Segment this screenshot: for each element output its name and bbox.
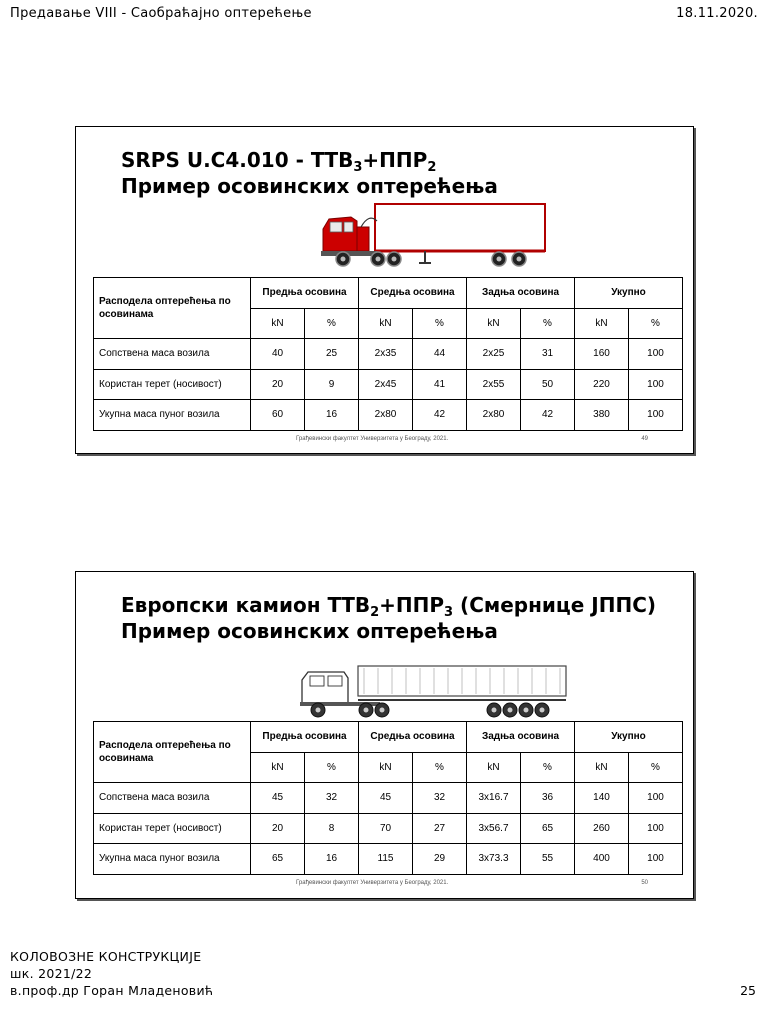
table-header-row [94, 278, 683, 309]
table-cell: 40 [251, 339, 305, 370]
table-cell: 44 [413, 339, 467, 370]
header-middle-axle: Средња осовина [359, 722, 467, 753]
table-cell: 400 [575, 844, 629, 875]
unit-cell: % [629, 752, 683, 783]
unit-cell: % [521, 308, 575, 339]
row-label: Укупна маса пуног возила [94, 844, 251, 875]
table-cell: 8 [305, 813, 359, 844]
table-cell: 100 [629, 400, 683, 431]
table-cell: 42 [413, 400, 467, 431]
table-cell: 50 [521, 369, 575, 400]
table-cell: 2x25 [467, 339, 521, 370]
axle-load-table [93, 277, 683, 431]
unit-cell: kN [359, 308, 413, 339]
table-cell: 160 [575, 339, 629, 370]
school-year: шк. 2021/22 [10, 966, 93, 981]
table-cell: 3x73.3 [467, 844, 521, 875]
table-cell: 2x80 [467, 400, 521, 431]
table-cell: 115 [359, 844, 413, 875]
row-label: Користан терет (носивост) [94, 369, 251, 400]
table-cell: 2x35 [359, 339, 413, 370]
table-cell: 32 [305, 783, 359, 814]
table-cell: 65 [251, 844, 305, 875]
table-cell: 27 [413, 813, 467, 844]
unit-cell: % [521, 752, 575, 783]
unit-cell: kN [467, 308, 521, 339]
table-cell: 20 [251, 813, 305, 844]
table-cell: 2x55 [467, 369, 521, 400]
table-cell: 100 [629, 339, 683, 370]
table-row [94, 400, 683, 431]
semi-truck-line-drawing-icon [298, 664, 568, 720]
table-cell: 70 [359, 813, 413, 844]
unit-cell: % [413, 752, 467, 783]
unit-cell: kN [251, 308, 305, 339]
table-cell: 45 [359, 783, 413, 814]
slide-footer: Грађевински факултет Универзитета у Београду, 2021. [296, 880, 449, 886]
table-cell: 31 [521, 339, 575, 370]
lecture-title: Предавање VIII - Саобраћајно оптерећење [10, 6, 312, 21]
table-cell: 3x16.7 [467, 783, 521, 814]
slide-title-line-2: Пример осовинских оптерећења [121, 174, 498, 198]
table-cell: 100 [629, 783, 683, 814]
table-row [94, 813, 683, 844]
table-cell: 3x56.7 [467, 813, 521, 844]
slide-title-line-1: SRPS $U.C4.010 - ТТВ_3+ППР_2$ [121, 148, 437, 175]
table-cell: 2x45 [359, 369, 413, 400]
slide-49 [75, 126, 694, 454]
table-cell: 60 [251, 400, 305, 431]
table-cell: 20 [251, 369, 305, 400]
table-corner-header: Расподела оптерећења по осовинама [94, 278, 251, 339]
unit-cell: kN [575, 308, 629, 339]
table-cell: 100 [629, 813, 683, 844]
red-semi-truck-icon [321, 201, 546, 273]
table-cell: 65 [521, 813, 575, 844]
row-label: Сопствена маса возила [94, 783, 251, 814]
table-cell: 260 [575, 813, 629, 844]
table-cell: 36 [521, 783, 575, 814]
unit-cell: kN [467, 752, 521, 783]
header-front-axle: Предња осовина [251, 722, 359, 753]
table-cell: 32 [413, 783, 467, 814]
table-corner-header: Расподела оптерећења по осовинама [94, 722, 251, 783]
course-name: КОЛОВОЗНЕ КОНСТРУКЦИЈЕ [10, 949, 202, 964]
header-total: Укупно [575, 278, 683, 309]
slide-number: 50 [641, 880, 648, 886]
table-row [94, 783, 683, 814]
table-cell: 42 [521, 400, 575, 431]
table-cell: 140 [575, 783, 629, 814]
slide-title [121, 592, 656, 644]
table-cell: 100 [629, 844, 683, 875]
lecturer-name: в.проф.др Горан Младеновић [10, 983, 214, 998]
table-cell: 45 [251, 783, 305, 814]
row-label: Укупна маса пуног возила [94, 400, 251, 431]
lecture-date: 18.11.2020. [676, 6, 758, 21]
course-info [10, 948, 213, 999]
row-label: Користан терет (носивост) [94, 813, 251, 844]
table-cell: 41 [413, 369, 467, 400]
table-cell: 16 [305, 844, 359, 875]
page-number: 25 [740, 983, 756, 998]
unit-cell: % [305, 752, 359, 783]
header-rear-axle: Задња осовина [467, 278, 575, 309]
slide-title-line-1: Европски камион $ТТВ_2+ППР_3$ (Смернице ЈППС) [121, 593, 657, 620]
unit-cell: % [629, 308, 683, 339]
table-cell: 380 [575, 400, 629, 431]
table-header-row [94, 722, 683, 753]
table-cell: 100 [629, 369, 683, 400]
unit-cell: kN [251, 752, 305, 783]
unit-cell: % [413, 308, 467, 339]
table-cell: 9 [305, 369, 359, 400]
slide-title [121, 147, 498, 199]
slide-title-line-2: Пример осовинских оптерећења [121, 619, 498, 643]
table-cell: 220 [575, 369, 629, 400]
slide-footer: Грађевински факултет Универзитета у Београду, 2021. [296, 436, 449, 442]
unit-cell: % [305, 308, 359, 339]
table-cell: 2x80 [359, 400, 413, 431]
table-row [94, 844, 683, 875]
axle-load-table [93, 721, 683, 875]
unit-cell: kN [359, 752, 413, 783]
table-row [94, 339, 683, 370]
header-total: Укупно [575, 722, 683, 753]
header-front-axle: Предња осовина [251, 278, 359, 309]
unit-cell: kN [575, 752, 629, 783]
slide-50 [75, 571, 694, 899]
table-cell: 55 [521, 844, 575, 875]
header-middle-axle: Средња осовина [359, 278, 467, 309]
table-cell: 16 [305, 400, 359, 431]
slide-number: 49 [641, 436, 648, 442]
table-cell: 25 [305, 339, 359, 370]
table-cell: 29 [413, 844, 467, 875]
header-rear-axle: Задња осовина [467, 722, 575, 753]
table-row [94, 369, 683, 400]
row-label: Сопствена маса возила [94, 339, 251, 370]
